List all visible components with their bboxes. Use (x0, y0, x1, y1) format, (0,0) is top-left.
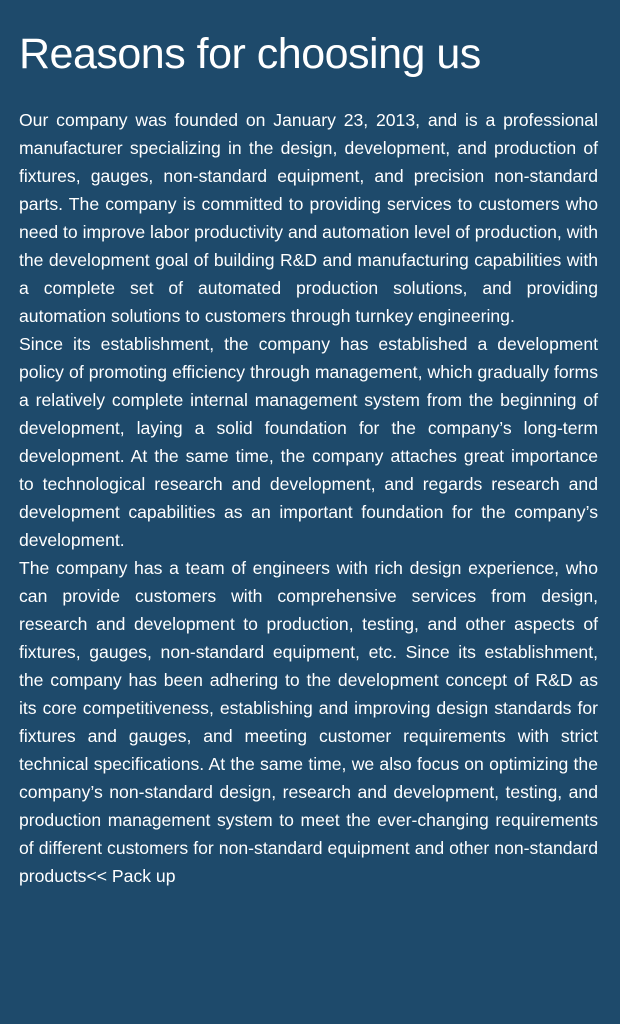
pack-up-link[interactable]: << Pack up (86, 866, 176, 886)
section-title: Reasons for choosing us (19, 30, 481, 78)
section-content (19, 106, 598, 890)
paragraph-engineering (19, 554, 598, 890)
paragraph-founding: Our company was founded on January 23, 2013, and is a professional manufacturer specializing in the design, development, and production of fixtures, gauges, non-standard equipment, and precision non-standard parts. The company is committed to providing services to customers who need to improve labor productivity and automation level of production, with the development goal of building R&D and manufacturing capabilities with a complete set of automated production solutions, and providing automation solutions to customers through turnkey engineering. (19, 110, 598, 326)
paragraph-management: Since its establishment, the company has established a development policy of promoting efficiency through management, which gradually forms a relatively complete internal management system from the beginning of development, laying a solid foundation for the company’s long-term development. At the same time, the company attaches great importance to technological research and development, and regards research and development capabilities as an important foundation for the company’s development. (19, 334, 598, 550)
paragraph-engineering-text: The company has a team of engineers with rich design experience, who can provide customers with comprehensive services from design, research and development to production, testing, and other aspects of fixtures, gauges, non-standard equipment, etc. Since its establishment, the company has been adhering to the development concept of R&D as its core competitiveness, establishing and improving design standards for fixtures and gauges, and meeting customer requirements with strict technical specifications. At the same time, we also focus on optimizing the company’s non-standard design, research and development, testing, and production management system to meet the ever-changing requirements of different customers for non-standard equipment and other non-standard products (19, 558, 598, 886)
